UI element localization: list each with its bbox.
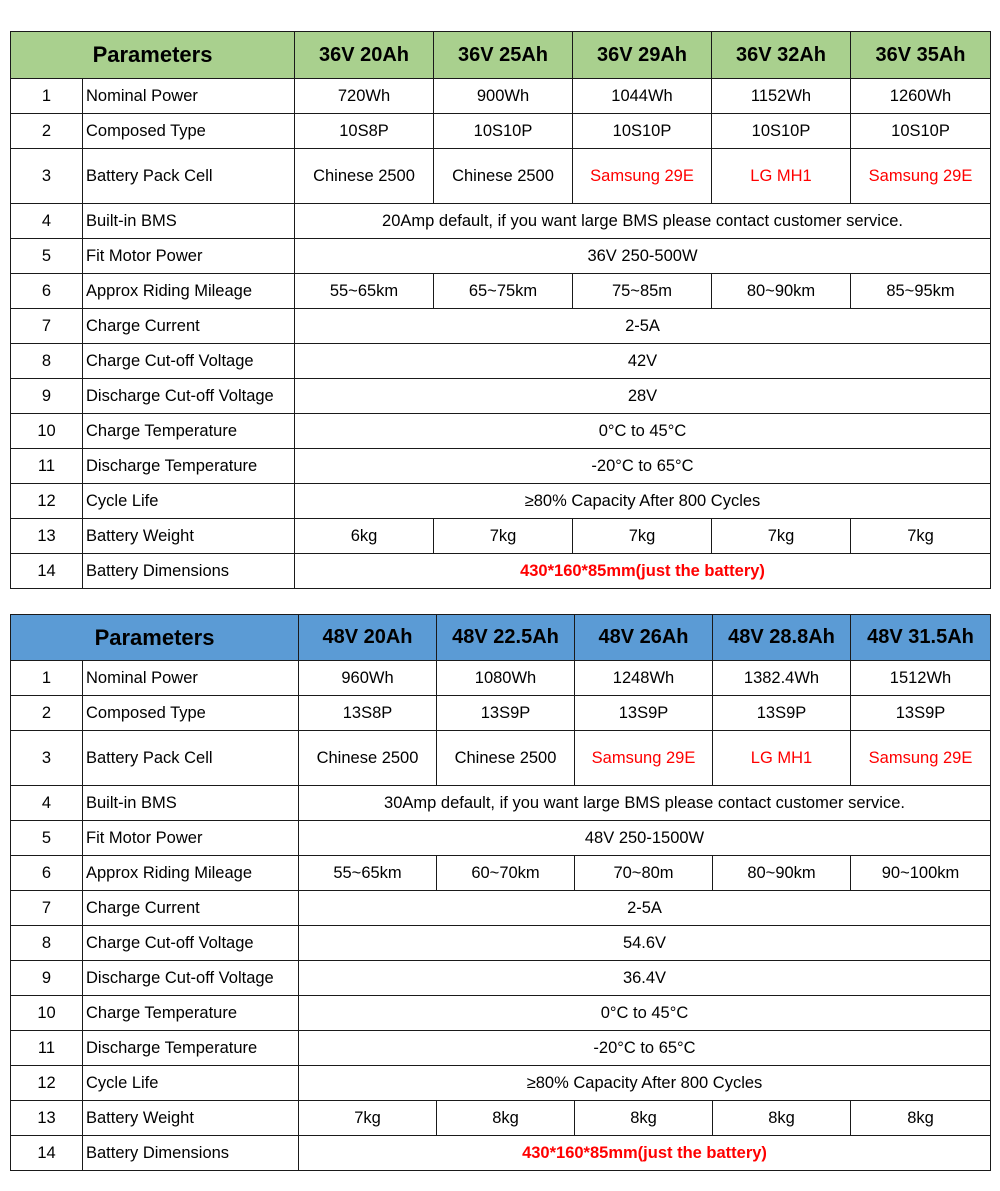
value-cell: 10S10P: [434, 114, 573, 149]
parameter-name: Charge Cut-off Voltage: [83, 344, 295, 379]
spec-table-36v: [10, 31, 991, 589]
parameter-name: Approx Riding Mileage: [83, 856, 299, 891]
parameter-name: Battery Dimensions: [83, 1136, 299, 1171]
parameter-name: Battery Weight: [83, 519, 295, 554]
value-cell: 55~65km: [299, 856, 437, 891]
parameter-name: Composed Type: [83, 696, 299, 731]
model-header: 36V 29Ah: [573, 32, 712, 79]
model-header: 48V 22.5Ah: [437, 615, 575, 661]
table-row: [11, 786, 991, 821]
model-header: 48V 20Ah: [299, 615, 437, 661]
value-cell: 8kg: [437, 1101, 575, 1136]
merged-value-cell: 36.4V: [299, 961, 991, 996]
row-number: 7: [11, 891, 83, 926]
row-number: 3: [11, 731, 83, 786]
value-cell: 65~75km: [434, 274, 573, 309]
model-header: 48V 28.8Ah: [713, 615, 851, 661]
parameter-name: Composed Type: [83, 114, 295, 149]
value-cell: 10S8P: [295, 114, 434, 149]
row-number: 14: [11, 554, 83, 589]
row-number: 5: [11, 821, 83, 856]
value-cell: 60~70km: [437, 856, 575, 891]
table-row: [11, 274, 991, 309]
row-number: 12: [11, 484, 83, 519]
parameter-name: Approx Riding Mileage: [83, 274, 295, 309]
table-row: [11, 449, 991, 484]
table-row: [11, 114, 991, 149]
parameter-name: Fit Motor Power: [83, 821, 299, 856]
model-header: 36V 32Ah: [712, 32, 851, 79]
model-header: 48V 31.5Ah: [851, 615, 991, 661]
table-row: [11, 484, 991, 519]
parameter-name: Nominal Power: [83, 79, 295, 114]
value-cell: 13S9P: [713, 696, 851, 731]
value-cell: 7kg: [851, 519, 991, 554]
table-row: [11, 379, 991, 414]
value-cell: Chinese 2500: [434, 149, 573, 204]
value-cell: 1382.4Wh: [713, 661, 851, 696]
row-number: 13: [11, 1101, 83, 1136]
row-number: 7: [11, 309, 83, 344]
table-row: [11, 926, 991, 961]
value-cell: 8kg: [851, 1101, 991, 1136]
merged-value-cell: 0°C to 45°C: [295, 414, 991, 449]
parameter-name: Charge Temperature: [83, 996, 299, 1031]
row-number: 11: [11, 449, 83, 484]
merged-value-cell: 48V 250-1500W: [299, 821, 991, 856]
value-cell: 55~65km: [295, 274, 434, 309]
merged-value-cell: -20°C to 65°C: [295, 449, 991, 484]
merged-value-cell: 2-5A: [295, 309, 991, 344]
row-number: 12: [11, 1066, 83, 1101]
value-cell: 1152Wh: [712, 79, 851, 114]
table-row: [11, 519, 991, 554]
table-row: [11, 1031, 991, 1066]
table-row: [11, 309, 991, 344]
value-cell: 900Wh: [434, 79, 573, 114]
parameter-name: Charge Current: [83, 891, 299, 926]
row-number: 4: [11, 204, 83, 239]
merged-value-cell: ≥80% Capacity After 800 Cycles: [299, 1066, 991, 1101]
table-row: [11, 961, 991, 996]
row-number: 6: [11, 856, 83, 891]
row-number: 9: [11, 961, 83, 996]
value-cell: 7kg: [712, 519, 851, 554]
parameter-name: Built-in BMS: [83, 204, 295, 239]
merged-value-cell: 20Amp default, if you want large BMS please contact customer service.: [295, 204, 991, 239]
parameter-name: Battery Weight: [83, 1101, 299, 1136]
table-row: [11, 344, 991, 379]
value-cell: 960Wh: [299, 661, 437, 696]
value-cell: 8kg: [575, 1101, 713, 1136]
value-cell: 7kg: [573, 519, 712, 554]
row-number: 10: [11, 996, 83, 1031]
table-row: [11, 79, 991, 114]
row-number: 2: [11, 114, 83, 149]
table-row: [11, 661, 991, 696]
value-cell: 13S8P: [299, 696, 437, 731]
parameter-name: Nominal Power: [83, 661, 299, 696]
model-header: 48V 26Ah: [575, 615, 713, 661]
table-row: [11, 856, 991, 891]
merged-value-cell: 0°C to 45°C: [299, 996, 991, 1031]
row-number: 6: [11, 274, 83, 309]
parameter-name: Charge Current: [83, 309, 295, 344]
merged-value-cell: 30Amp default, if you want large BMS please contact customer service.: [299, 786, 991, 821]
value-cell: 13S9P: [575, 696, 713, 731]
value-cell: Samsung 29E: [851, 731, 991, 786]
value-cell: 1260Wh: [851, 79, 991, 114]
value-cell: Chinese 2500: [299, 731, 437, 786]
parameter-name: Battery Pack Cell: [83, 149, 295, 204]
parameter-name: Fit Motor Power: [83, 239, 295, 274]
table-row: [11, 996, 991, 1031]
merged-value-cell: 36V 250-500W: [295, 239, 991, 274]
row-number: 13: [11, 519, 83, 554]
parameters-header: Parameters: [11, 32, 295, 79]
table-row: [11, 414, 991, 449]
parameter-name: Built-in BMS: [83, 786, 299, 821]
value-cell: 8kg: [713, 1101, 851, 1136]
row-number: 3: [11, 149, 83, 204]
parameter-name: Discharge Cut-off Voltage: [83, 961, 299, 996]
value-cell: Chinese 2500: [295, 149, 434, 204]
value-cell: 10S10P: [573, 114, 712, 149]
parameters-header: Parameters: [11, 615, 299, 661]
parameter-name: Cycle Life: [83, 1066, 299, 1101]
row-number: 1: [11, 661, 83, 696]
row-number: 14: [11, 1136, 83, 1171]
table-row: [11, 821, 991, 856]
table-row: [11, 891, 991, 926]
row-number: 11: [11, 1031, 83, 1066]
value-cell: 10S10P: [851, 114, 991, 149]
value-cell: 10S10P: [712, 114, 851, 149]
table-row: [11, 731, 991, 786]
value-cell: LG MH1: [712, 149, 851, 204]
value-cell: 6kg: [295, 519, 434, 554]
value-cell: 75~85m: [573, 274, 712, 309]
merged-value-cell: 430*160*85mm(just the battery): [295, 554, 991, 589]
value-cell: Samsung 29E: [573, 149, 712, 204]
parameter-name: Discharge Cut-off Voltage: [83, 379, 295, 414]
parameter-name: Charge Temperature: [83, 414, 295, 449]
value-cell: Samsung 29E: [851, 149, 991, 204]
parameter-name: Battery Pack Cell: [83, 731, 299, 786]
parameter-name: Charge Cut-off Voltage: [83, 926, 299, 961]
row-number: 9: [11, 379, 83, 414]
value-cell: 70~80m: [575, 856, 713, 891]
value-cell: 80~90km: [713, 856, 851, 891]
value-cell: 7kg: [434, 519, 573, 554]
value-cell: 1080Wh: [437, 661, 575, 696]
value-cell: 7kg: [299, 1101, 437, 1136]
merged-value-cell: 42V: [295, 344, 991, 379]
table-row: [11, 204, 991, 239]
row-number: 1: [11, 79, 83, 114]
value-cell: 80~90km: [712, 274, 851, 309]
value-cell: 13S9P: [851, 696, 991, 731]
parameter-name: Cycle Life: [83, 484, 295, 519]
table-row: [11, 696, 991, 731]
value-cell: Chinese 2500: [437, 731, 575, 786]
merged-value-cell: 28V: [295, 379, 991, 414]
value-cell: 13S9P: [437, 696, 575, 731]
row-number: 5: [11, 239, 83, 274]
value-cell: 90~100km: [851, 856, 991, 891]
table-row: [11, 1101, 991, 1136]
value-cell: 85~95km: [851, 274, 991, 309]
header-row: [11, 32, 991, 79]
table-row: [11, 149, 991, 204]
table-row: [11, 239, 991, 274]
header-row: [11, 615, 991, 661]
value-cell: LG MH1: [713, 731, 851, 786]
table-row: [11, 554, 991, 589]
table-row: [11, 1136, 991, 1171]
value-cell: Samsung 29E: [575, 731, 713, 786]
value-cell: 720Wh: [295, 79, 434, 114]
merged-value-cell: ≥80% Capacity After 800 Cycles: [295, 484, 991, 519]
row-number: 8: [11, 344, 83, 379]
value-cell: 1512Wh: [851, 661, 991, 696]
table-row: [11, 1066, 991, 1101]
row-number: 4: [11, 786, 83, 821]
row-number: 2: [11, 696, 83, 731]
row-number: 10: [11, 414, 83, 449]
value-cell: 1044Wh: [573, 79, 712, 114]
spec-table-48v: [10, 614, 991, 1171]
model-header: 36V 25Ah: [434, 32, 573, 79]
value-cell: 1248Wh: [575, 661, 713, 696]
parameter-name: Discharge Temperature: [83, 449, 295, 484]
merged-value-cell: -20°C to 65°C: [299, 1031, 991, 1066]
model-header: 36V 35Ah: [851, 32, 991, 79]
row-number: 8: [11, 926, 83, 961]
merged-value-cell: 430*160*85mm(just the battery): [299, 1136, 991, 1171]
model-header: 36V 20Ah: [295, 32, 434, 79]
merged-value-cell: 54.6V: [299, 926, 991, 961]
parameter-name: Battery Dimensions: [83, 554, 295, 589]
parameter-name: Discharge Temperature: [83, 1031, 299, 1066]
merged-value-cell: 2-5A: [299, 891, 991, 926]
